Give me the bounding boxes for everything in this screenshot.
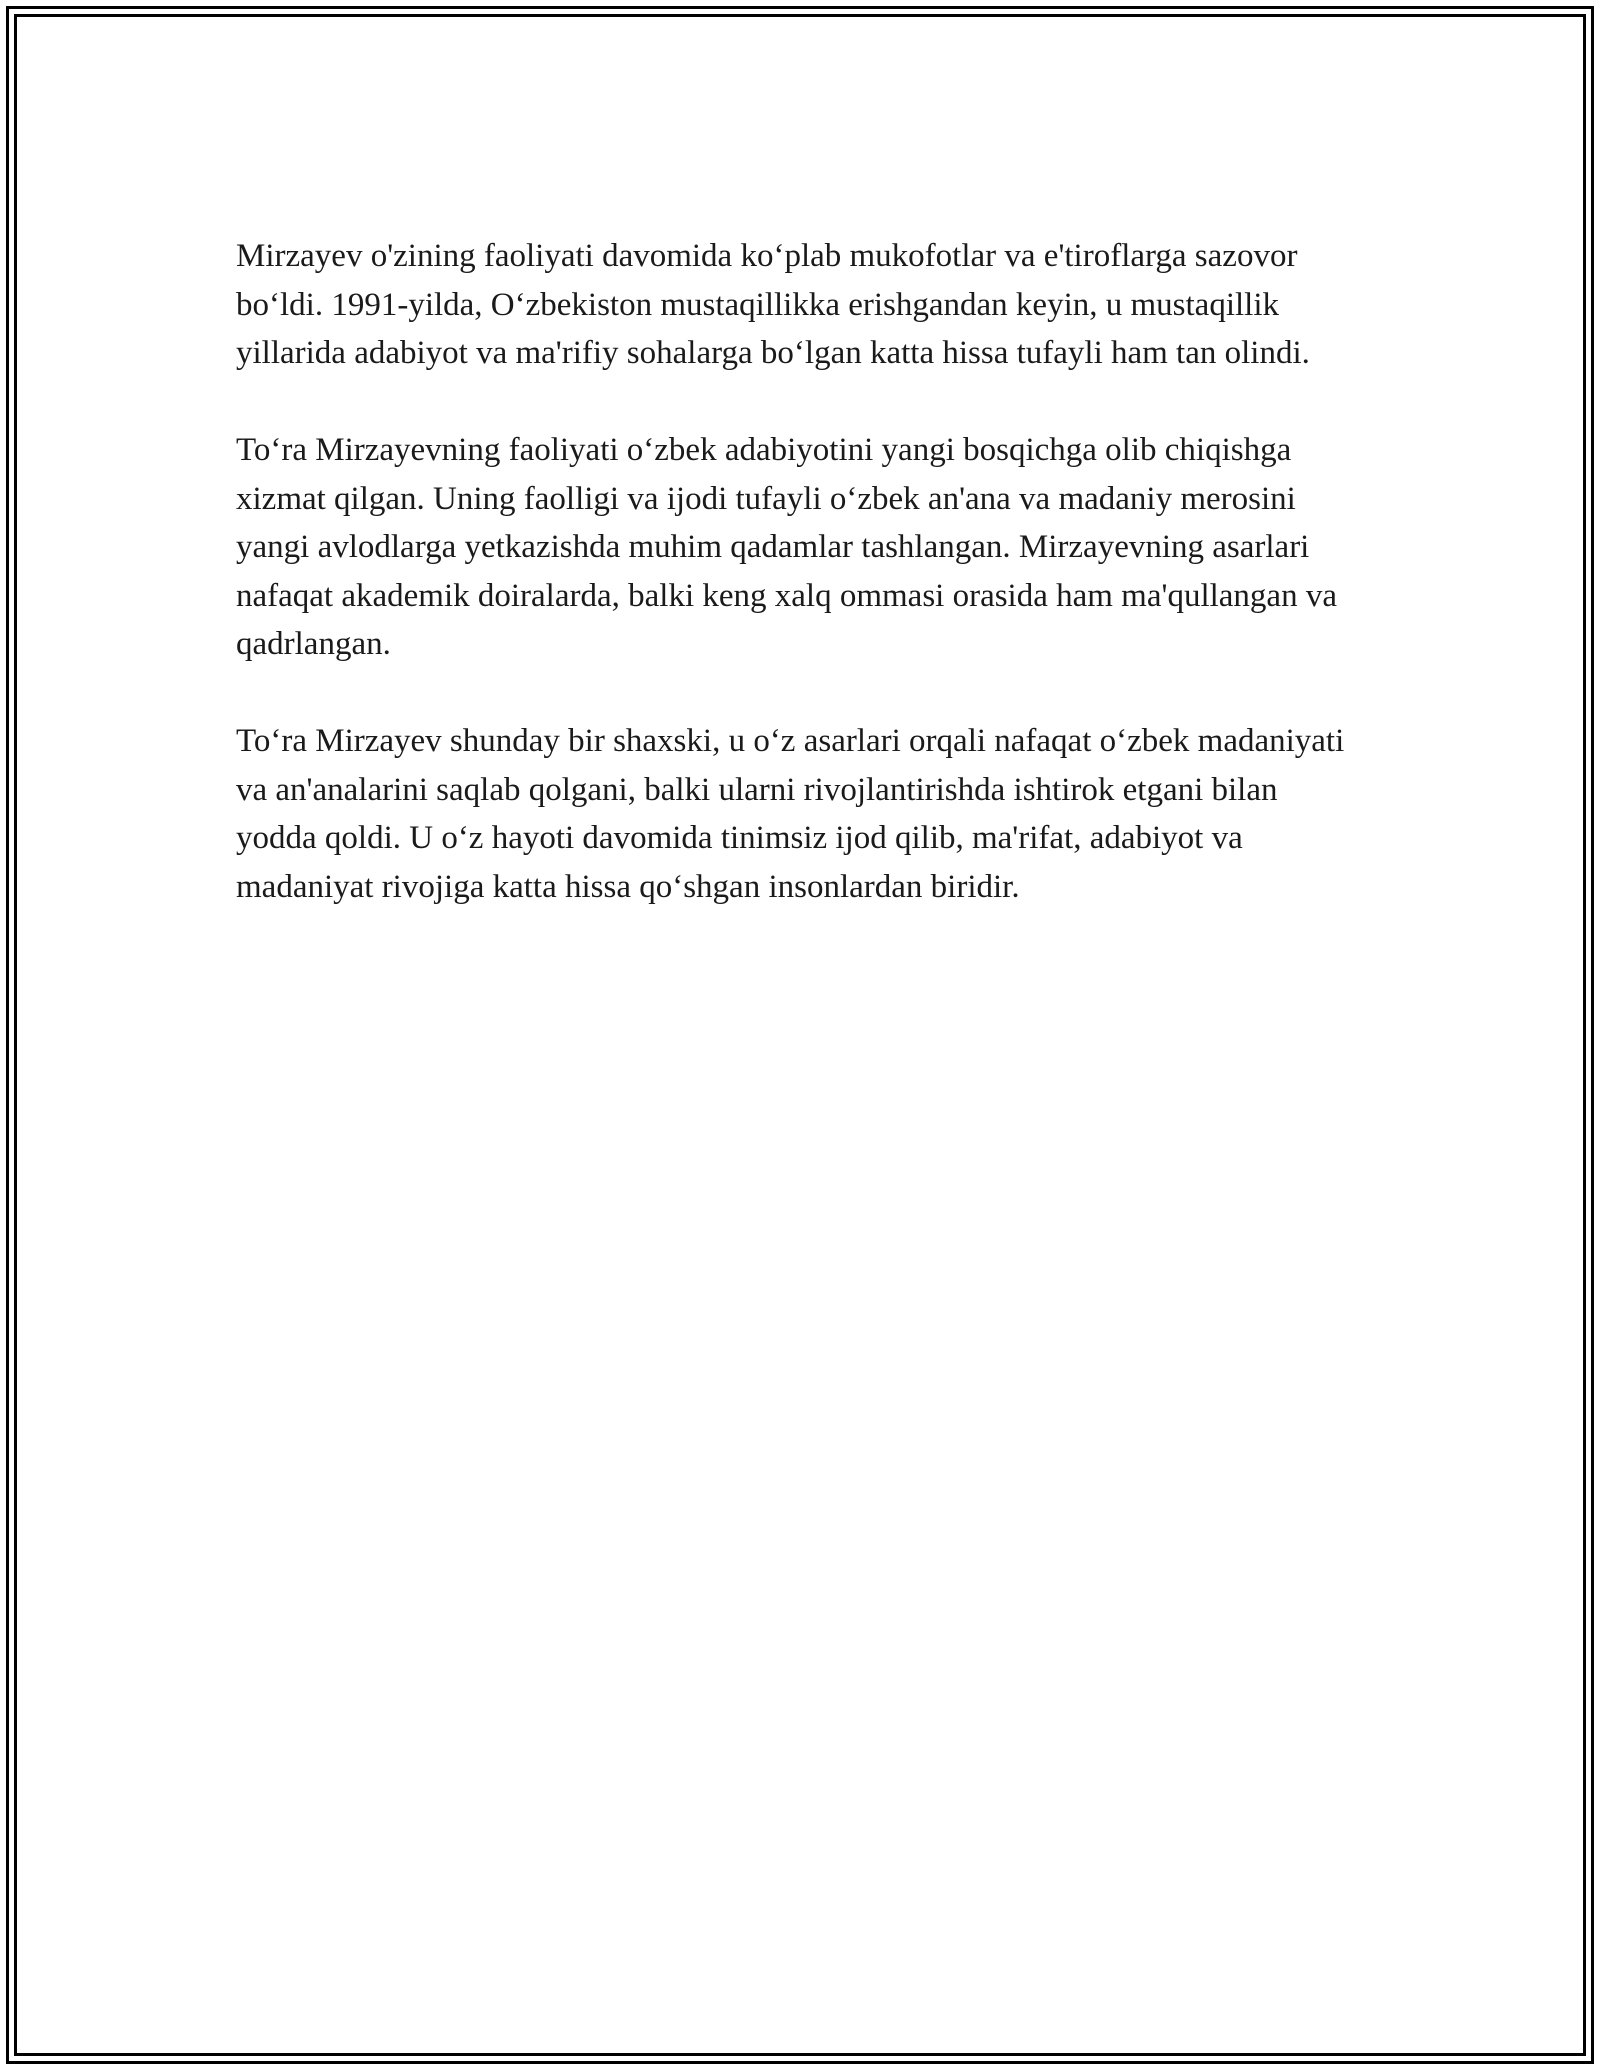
paragraph-3: To‘ra Mirzayev shunday bir shaxski, u o‘z asarlari orqali nafaqat o‘zbek madaniyati va an'analarini saqlab qolgani, balki ularni rivojlantirishda ishtirok etgani bilan yodda qoldi. U o‘z hayoti davomida tinimsiz ijod qilib, ma'rifat, adabiyot va madaniyat rivojiga katta hissa qo‘shgan insonlardan biridir. <box>236 723 1345 905</box>
paragraph-2: To‘ra Mirzayevning faoliyati o‘zbek adabiyotini yangi bosqichga olib chiqishga xizmat qilgan. Uning faolligi va ijodi tufayli o‘zbek an'ana va madaniy merosini yangi avlodlarga yetkazishda muhim qadamlar tashlangan. Mirzayevning asarlari nafaqat akademik doiralarda, balki keng xalq ommasi orasida ham ma'qullangan va qadrlangan. <box>236 432 1337 662</box>
paragraph-1: Mirzayev o'zining faoliyati davomida ko‘plab mukofotlar va e'tiroflarga sazovor bo‘ldi. 1991-yilda, O‘zbekiston mustaqillikka erishgandan keyin, u mustaqillik yillarida adabiyot va ma'rifiy sohalarga bo‘lgan katta hissa tufayli ham tan olindi. <box>236 238 1310 371</box>
document-body <box>236 232 1366 960</box>
